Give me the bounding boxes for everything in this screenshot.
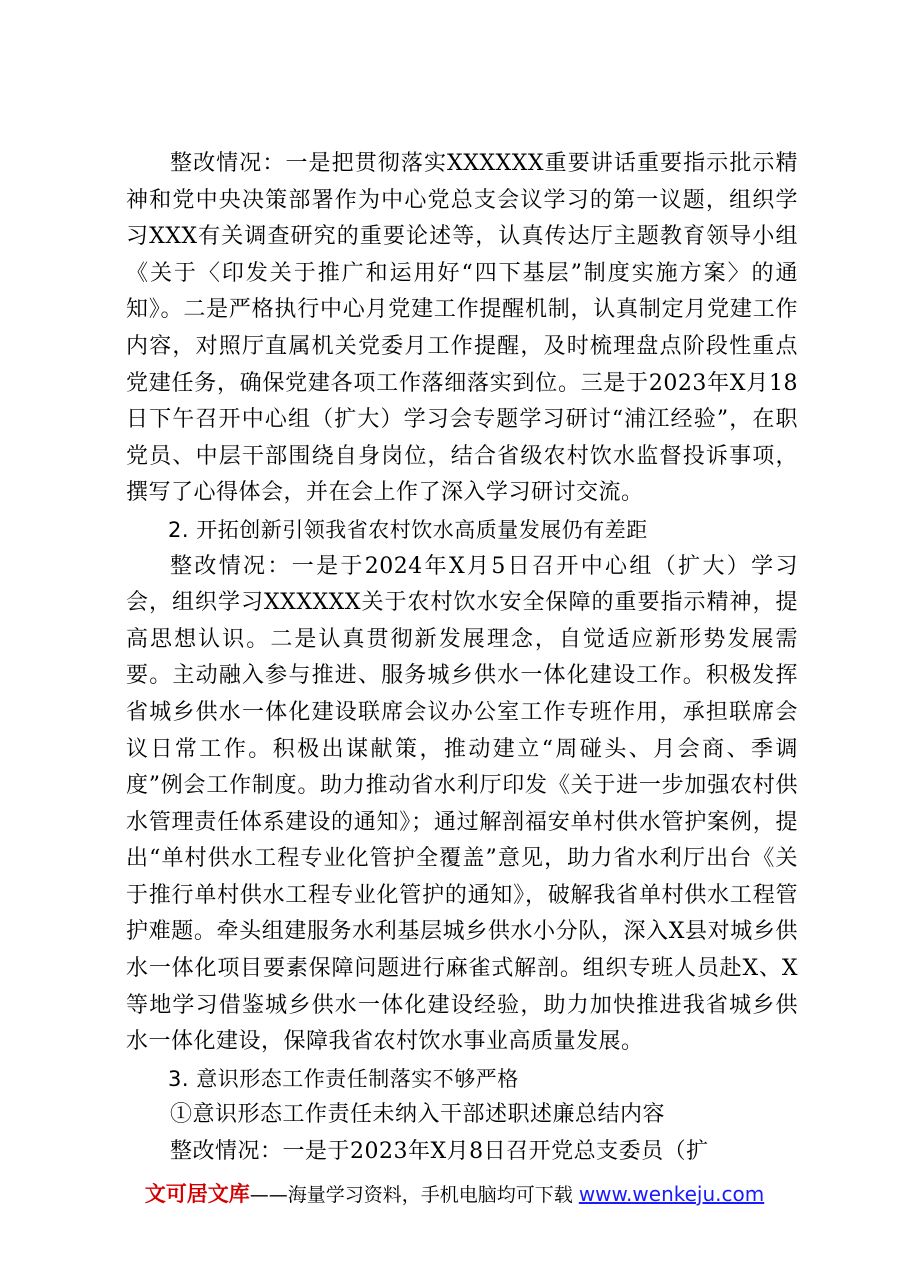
subitem-1: ①意识形态工作责任未纳入干部述职述廉总结内容: [170, 1102, 666, 1128]
document-body: [126, 146, 798, 1171]
footer-tagline: ——海量学习资料，手机电脑均可下载: [249, 1184, 573, 1206]
section-heading-3: 3. 意识形态工作责任制落实不够严格: [168, 1066, 519, 1091]
footer-banner: [0, 1178, 909, 1208]
paragraph-rectification-3: 整改情况：一是于2023年X月8日召开党总支委员（扩: [170, 1139, 709, 1165]
paragraph-rectification-2: 整改情况：一是于2024年X月5日召开中心组（扩大）学习会，组织学习XXXXXX关于农村饮水安全保障的重要指示精神，提高思想认识。二是认真贯彻新发展理念，自觉适应新形势发展需要。主动融入参与推进、服务城乡供水一体化建设工作。积极发挥省城乡供水一体化建设联席会议办公室工作专班作用，承担联席会议日常工作。积极出谋献策，推动建立“周碰头、月会商、季调度”例会工作制度。助力推动省水利厅印发《关于进一步加强农村供水管理责任体系建设的通知》；通过解剖福安单村供水管护案例，提出“单村供水工程专业化管护全覆盖”意见，助力省水利厅出台《关于推行单村供水工程专业化管护的通知》，破解我省单村供水工程管护难题。牵头组建服务水利基层城乡供水小分队，深入X县对城乡供水一体化项目要素保障问题进行麻雀式解剖。组织专班人员赴X、X等地学习借鉴城乡供水一体化建设经验，助力加快推进我省城乡供水一体化建设，保障我省农村饮水事业高质量发展。: [126, 553, 798, 1055]
paragraph-rectification-1: 整改情况：一是把贯彻落实XXXXXX重要讲话重要指示批示精神和党中央决策部署作为中心党总支会议学习的第一议题，组织学习XXX有关调查研究的重要论述等，认真传达厅主题教育领导小组《关于〈印发关于推广和运用好“四下基层”制度实施方案〉的通知》。二是严格执行中心月党建工作提醒机制，认真制定月党建工作内容，对照厅直属机关党委月工作提醒，及时梳理盘点阶段性重点党建任务，确保党建各项工作落细落实到位。三是于2023年X月18日下午召开中心组（扩大）学习会专题学习研讨“浦江经验”，在职党员、中层干部围绕自身岗位，结合省级农村饮水监督投诉事项，撰写了心得体会，并在会上作了深入学习研讨交流。: [126, 151, 798, 506]
section-heading-2: 2. 开拓创新引领我省农村饮水高质量发展仍有差距: [168, 517, 648, 542]
footer-brand: 文可居文库: [144, 1182, 250, 1206]
footer-website-link[interactable]: www.wenkeju.com: [578, 1182, 765, 1206]
